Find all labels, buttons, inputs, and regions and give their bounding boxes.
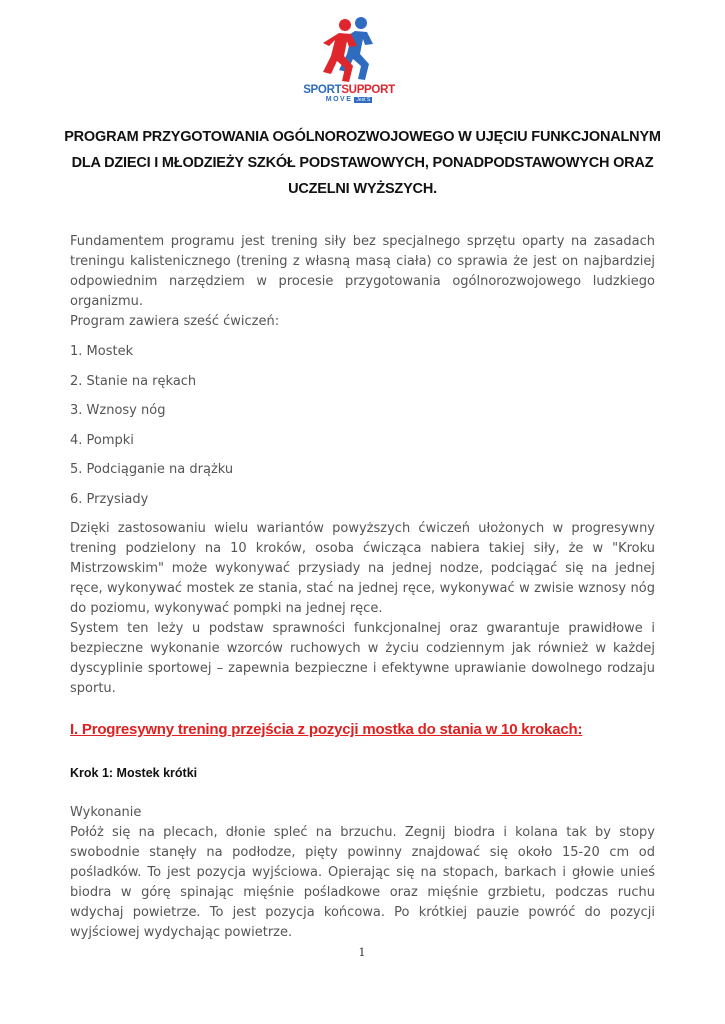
intro-paragraph: Fundamentem programu jest trening siły bez specjalnego sprzętu oparty na zasadach treningu kalistenicznego (trening z własną masą ciała) co sprawia że jest on najbardziej odpowiednim narzędziem w procesie przygotowania ogólnorozwojowego ludzkiego organizmu. — [70, 234, 655, 309]
page-number: 1 — [358, 946, 366, 959]
brand-move-text: MOVE — [325, 96, 353, 103]
document-title: PROGRAM PRZYGOTOWANIA OGÓLNOROZWOJOWEGO W UJĘCIU FUNKCJONALNYM DLA DZIECI I MŁODZIEŻY SZKÓŁ PODSTAWOWYCH, PONADPODSTAWOWYCH ORAZ UCZELNI WYŻSZYCH. — [64, 129, 661, 197]
list-item: 2. Stanie na rękach — [70, 373, 197, 389]
brand-support-text: SUPPORT — [341, 84, 395, 96]
brand-subline — [303, 96, 395, 104]
list-item: 6. Przysiady — [70, 491, 149, 507]
exercise-list — [70, 342, 233, 520]
body-paragraph-system: System ten leży u podstaw sprawności funkcjonalnej oraz gwarantuje prawidłowe i bezpieczne wykonanie wzorców ruchowych w życiu codziennym jak również w każdej dyscyplinie sportowej – zapewnia bezpieczne i efektywne uprawianie dowolnego rodzaju sportu. — [70, 621, 655, 696]
list-item: 4. Pompki — [70, 432, 134, 448]
section-heading: I. Progresywny trening przejścia z pozycji mostka do stania w 10 krokach: — [70, 721, 583, 738]
execution-description: Połóż się na plecach, dłonie spleć na brzuchu. Zegnij biodra i kolana tak by stopy swobodnie stanęły na podłodze, pięty powinny znajdować się około 15-20 cm od pośladków. To jest pozycja wyjściowa. Opierając się na stopach, barkach i głowie unieś biodra w górę spinając mięśnie pośladkowe oraz mięśnie grzbietu, podczas ruchu wdychaj powietrze. To jest pozycja końcowa. Po krótkiej pauzie powróć do pozycji wyjściowej wydychając powietrze. — [70, 825, 655, 940]
list-item: 5. Podciąganie na drążku — [70, 462, 234, 478]
brand-sport-text: SPORT — [303, 84, 342, 96]
exercise-list-intro: Program zawiera sześć ćwiczeń: — [70, 314, 280, 329]
brand-wordmark — [303, 84, 395, 96]
sportsupport-logo — [303, 14, 395, 102]
list-item: 1. Mostek — [70, 344, 134, 359]
list-item: 3. Wznosy nóg — [70, 403, 166, 419]
execution-label: Wykonanie — [70, 805, 142, 820]
body-paragraph-progression: Dzięki zastosowaniu wielu wariantów powyższych ćwiczeń ułożonych w progresywny trening podzielony na 10 kroków, osoba ćwicząca nabiera takiej siły, że w "Kroku Mistrzowskim" może wykonywać przysiady na jednej nodze, podciągać się na jednej ręce, wykonywać mostek ze stania, stać na jednej ręce, wykonywać w zwisie wznosy nóg do poziomu, wykonywać pompki na jednej ręce. — [70, 521, 655, 616]
runners-icon — [303, 14, 395, 84]
brand-tagline: Jest Ś — [356, 97, 371, 103]
step-title: Krok 1: Mostek krótki — [70, 766, 198, 780]
